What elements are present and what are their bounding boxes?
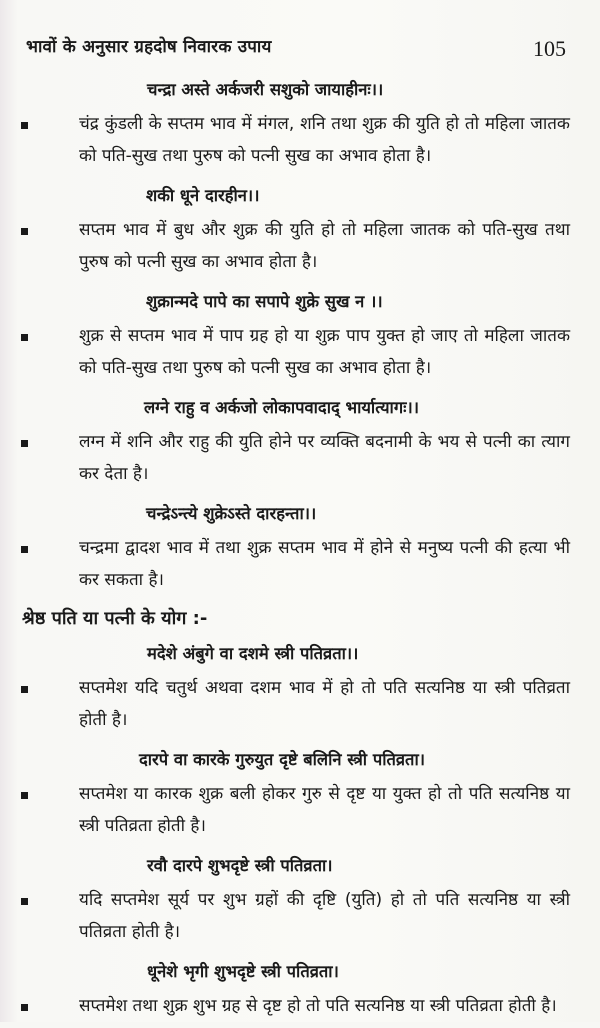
list-item-text: सप्तमेश या कारक शुक्र बली होकर गुरु से दृष्ट या युक्त हो तो पति सत्यनिष्ठ या स्त्री पतिव्रता होती है। [79, 784, 570, 836]
square-bullet-icon [21, 228, 28, 235]
square-bullet-icon [21, 546, 28, 553]
list-item [0, 990, 600, 1022]
shloka-line: दारपे वा कारके गुरुयुत दृष्टे बलिनि स्त्री पतिव्रता। [139, 750, 425, 769]
list-item [0, 672, 600, 736]
list-item-text: चंद्र कुंडली के सप्तम भाव में मंगल, शनि तथा शुक्र की युति हो तो महिला जातक को पति-सुख तथा पुरुष को पत्नी सुख का अभाव होता है। [79, 114, 570, 166]
shloka-line: मदेशे अंबुगे वा दशमे स्त्री पतिव्रता।। [147, 644, 359, 663]
list-item [0, 320, 600, 384]
shloka-line: चन्द्रा अस्ते अर्कजरी सशुको जायाहीनः।। [147, 80, 384, 99]
running-title: भावों के अनुसार ग्रहदोष निवारक उपाय [26, 37, 272, 57]
list-item [0, 108, 600, 172]
list-item [0, 778, 600, 842]
shloka-line: शुक्रान्मदे पापे का सपापे शुक्रे सुख न ।। [146, 292, 383, 311]
list-item [0, 426, 600, 490]
list-item-text: सप्तमेश तथा शुक्र शुभ ग्रह से दृष्ट हो तो पति सत्यनिष्ठ या स्त्री पतिव्रता होती है। [79, 996, 557, 1016]
list-item-text: लग्न में शनि और राहु की युति होने पर व्यक्ति बदनामी के भय से पत्नी का त्याग कर देता है। [79, 432, 570, 484]
square-bullet-icon [21, 440, 28, 447]
shloka-line: रवौ दारपे शुभदृष्टे स्त्री पतिव्रता। [147, 856, 333, 875]
page-content [0, 72, 600, 1028]
square-bullet-icon [21, 686, 28, 693]
list-item-text: सप्तम भाव में बुध और शुक्र की युति हो तो महिला जातक को पति-सुख तथा पुरुष को पत्नी सुख का अभाव होता है। [79, 220, 570, 272]
square-bullet-icon [21, 1004, 28, 1011]
page-number: 105 [533, 36, 566, 61]
shloka-line: धूनेशे भृगी शुभदृष्टे स्त्री पतिव्रता। [147, 962, 339, 981]
list-item [0, 532, 600, 596]
square-bullet-icon [21, 334, 28, 341]
square-bullet-icon [21, 792, 28, 799]
list-item-text: सप्तमेश यदि चतुर्थ अथवा दशम भाव में हो तो पति सत्यनिष्ठ या स्त्री पतिव्रता होती है। [79, 678, 570, 730]
page-header [26, 30, 566, 62]
section-heading: श्रेष्ठ पति या पत्नी के योग :- [22, 608, 208, 629]
list-item-text: शुक्र से सप्तम भाव में पाप ग्रह हो या शुक्र पाप युक्त हो जाए तो महिला जातक को पति-सुख तथा पुरुष को पत्नी सुख का अभाव होता है। [79, 326, 570, 378]
square-bullet-icon [21, 122, 28, 129]
shloka-line: लग्ने राहु व अर्कजो लोकापवादाद् भार्यात्यागः।। [144, 398, 419, 417]
list-item [0, 884, 600, 948]
list-item [0, 214, 600, 278]
list-item-text: यदि सप्तमेश सूर्य पर शुभ ग्रहों की दृष्टि (युति) हो तो पति सत्यनिष्ठ या स्त्री पतिव्रता होती है। [79, 890, 570, 942]
list-item-text: चन्द्रमा द्वादश भाव में तथा शुक्र सप्तम भाव में होने से मनुष्य पत्नी की हत्या भी कर सकता है। [79, 538, 570, 590]
shloka-line: शकी धूने दारहीन।। [146, 186, 260, 205]
square-bullet-icon [21, 898, 28, 905]
shloka-line: चन्द्रेऽन्त्ये शुक्रेऽस्ते दारहन्ता।। [146, 504, 317, 523]
